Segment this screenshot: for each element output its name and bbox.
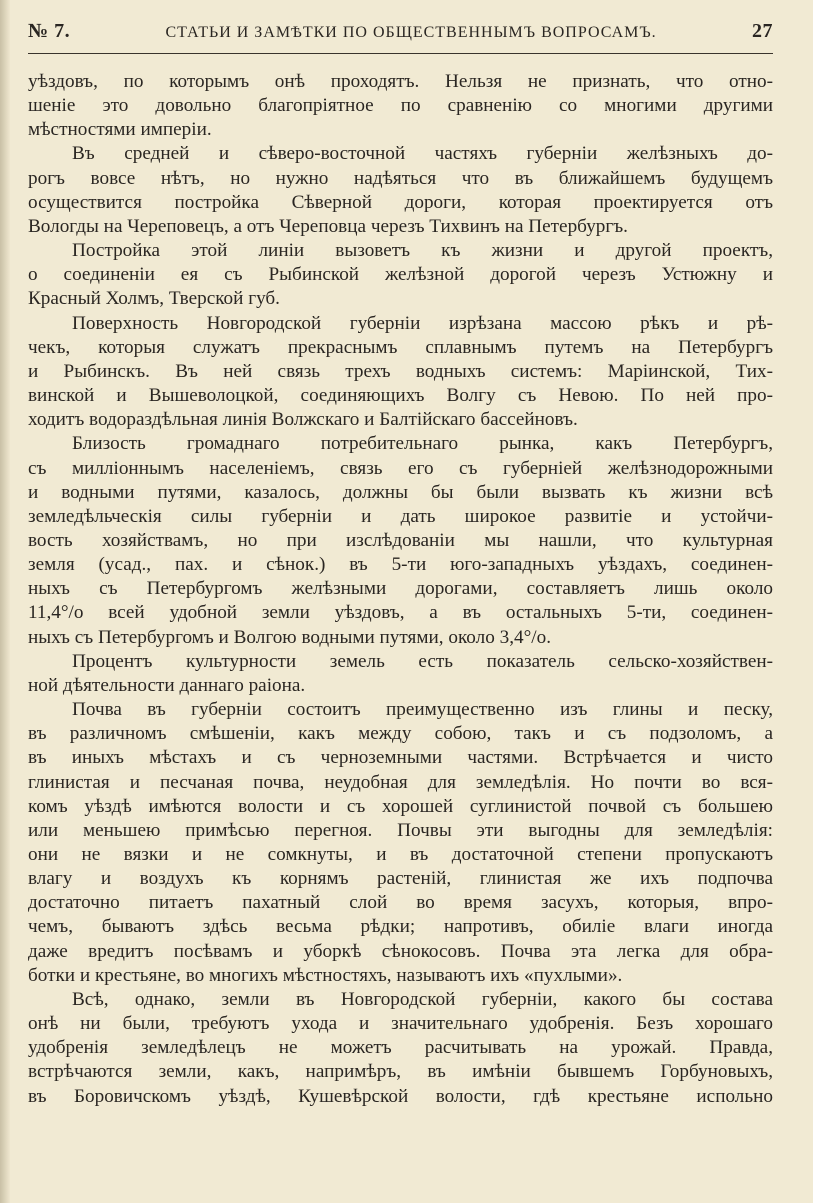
text-line: или меньшею примѣсью перегноя. Почвы эти выгодны для земледѣлія: [28, 819, 773, 841]
text-line: ходитъ водораздѣльная линія Волжскаго и Балтійскаго бассейновъ. [28, 409, 578, 431]
text-line: ныхъ съ Петербургомъ и Волгою водными путями, около 3,4°/о. [28, 626, 551, 648]
header-rule [28, 53, 773, 54]
text-line: 11,4°/о всей удобной земли уѣздовъ, а въ остальныхъ 5-ти, соединен- [28, 602, 773, 624]
running-header [28, 20, 773, 43]
text-line: въ Боровичскомъ уѣздѣ, Кушевѣрской волости, гдѣ крестьяне испольно [28, 1085, 773, 1107]
text-line: Красный Холмъ, Тверской губ. [28, 288, 280, 310]
text-line: Поверхность Новгородской губерніи изрѣзана массою рѣкъ и рѣ- [72, 312, 773, 334]
text-line: винской и Вышеволоцкой, соединяющихъ Волгу съ Невою. По ней про- [28, 385, 773, 407]
text-line: удобренія земледѣлецъ не можетъ расчитывать на урожай. Правда, [28, 1037, 773, 1059]
text-line: въ иныхъ мѣстахъ и съ черноземными частями. Встрѣчается и чисто [28, 747, 773, 769]
body-text [28, 70, 773, 1109]
text-line: рогъ вовсе нѣтъ, но нужно надѣяться что въ ближайшемъ будущемъ [28, 167, 773, 189]
text-line: Почва въ губерніи состоитъ преимущественно изъ глины и песку, [72, 699, 773, 721]
text-line: глинистая и песчаная почва, неудобная для земледѣлія. Но почти во вся- [28, 771, 773, 793]
text-line: съ милліоннымъ населеніемъ, связь его съ губерніей желѣзнодорожными [28, 457, 773, 479]
text-line: въ различномъ смѣшеніи, какъ между собою, такъ и съ подзоломъ, а [28, 723, 773, 745]
text-line: даже вредитъ посѣвамъ и уборкѣ сѣнокосовъ. Почва эта легка для обра- [28, 940, 773, 962]
text-line: ботки и крестьяне, во многихъ мѣстностяхъ, называютъ ихъ «пухлыми». [28, 964, 623, 986]
text-line: земля (усад., пах. и сѣнок.) въ 5-ти юго-западныхъ уѣздахъ, соединен- [28, 554, 773, 576]
text-line: Всѣ, однако, земли въ Новгородской губерніи, какого бы состава [72, 988, 773, 1010]
issue-number: № 7. [28, 20, 71, 42]
text-line: шеніе это довольно благопріятное по сравненію со многими другими [28, 95, 773, 117]
text-line: Постройка этой линіи вызоветъ къ жизни и другой проектъ, [72, 240, 773, 262]
section-title: СТАТЬИ И ЗАМѢТКИ ПО ОБЩЕСТВЕННЫМЪ ВОПРОСАМЪ. [165, 24, 657, 41]
text-line: земледѣльческія силы губерніи и дать широкое развитіе и устойчи- [28, 505, 773, 527]
text-line: о соединеніи ея съ Рыбинской желѣзной дорогой черезъ Устюжну и [28, 264, 773, 286]
text-line: Процентъ культурности земель есть показатель сельско-хозяйствен- [72, 650, 773, 672]
text-line: ныхъ съ Петербургомъ желѣзными дорогами, составляетъ лишь около [28, 578, 773, 600]
text-line: влагу и воздухъ къ корнямъ растеній, глинистая же ихъ подпочва [28, 868, 773, 890]
text-line: уѣздовъ, по которымъ онѣ проходятъ. Нельзя не признать, что отно- [28, 71, 773, 92]
text-line: ной дѣятельности даннаго раіона. [28, 674, 306, 696]
text-line: и Рыбинскъ. Въ ней связь трехъ водныхъ системъ: Маріинской, Тих- [28, 360, 773, 382]
text-line: чемъ, бываютъ здѣсь весьма рѣдки; напротивъ, обиліе влаги иногда [28, 916, 773, 938]
text-line: осуществится постройка Сѣверной дороги, которая проектируется отъ [28, 191, 773, 213]
text-line: чекъ, которыя служатъ прекраснымъ сплавнымъ путемъ на Петербургъ [28, 336, 773, 358]
text-line: Въ средней и сѣверо-восточной частяхъ губерніи желѣзныхъ до- [72, 143, 773, 165]
text-line: онѣ ни были, требуютъ ухода и значительнаго удобренія. Безъ хорошаго [28, 1013, 773, 1035]
text-line: мѣстностями имперіи. [28, 119, 212, 141]
text-line: они не вязки и не сомкнуты, и въ достаточной степени пропускаютъ [28, 844, 773, 865]
text-line: Близость громаднаго потребительнаго рынка, какъ Петербургъ, [72, 433, 773, 455]
text-line: вость хозяйствамъ, но при изслѣдованіи мы нашли, что культурная [28, 529, 773, 551]
page-spine-shadow [0, 0, 10, 1203]
page-number: 27 [751, 20, 773, 42]
text-line: достаточно питаетъ пахатный слой во время засухъ, которыя, впро- [28, 892, 773, 914]
text-line: Вологды на Череповецъ, а отъ Череповца черезъ Тихвинъ на Петербургъ. [28, 215, 628, 237]
text-line: встрѣчаются земли, какъ, напримѣръ, въ имѣніи бывшемъ Горбуновыхъ, [28, 1061, 773, 1083]
text-line: комъ уѣздѣ имѣются волости и съ хорошей суглинистой почвой съ большею [28, 795, 773, 817]
text-line: и водными путями, казалось, должны бы были вызвать къ жизни всѣ [28, 481, 773, 503]
